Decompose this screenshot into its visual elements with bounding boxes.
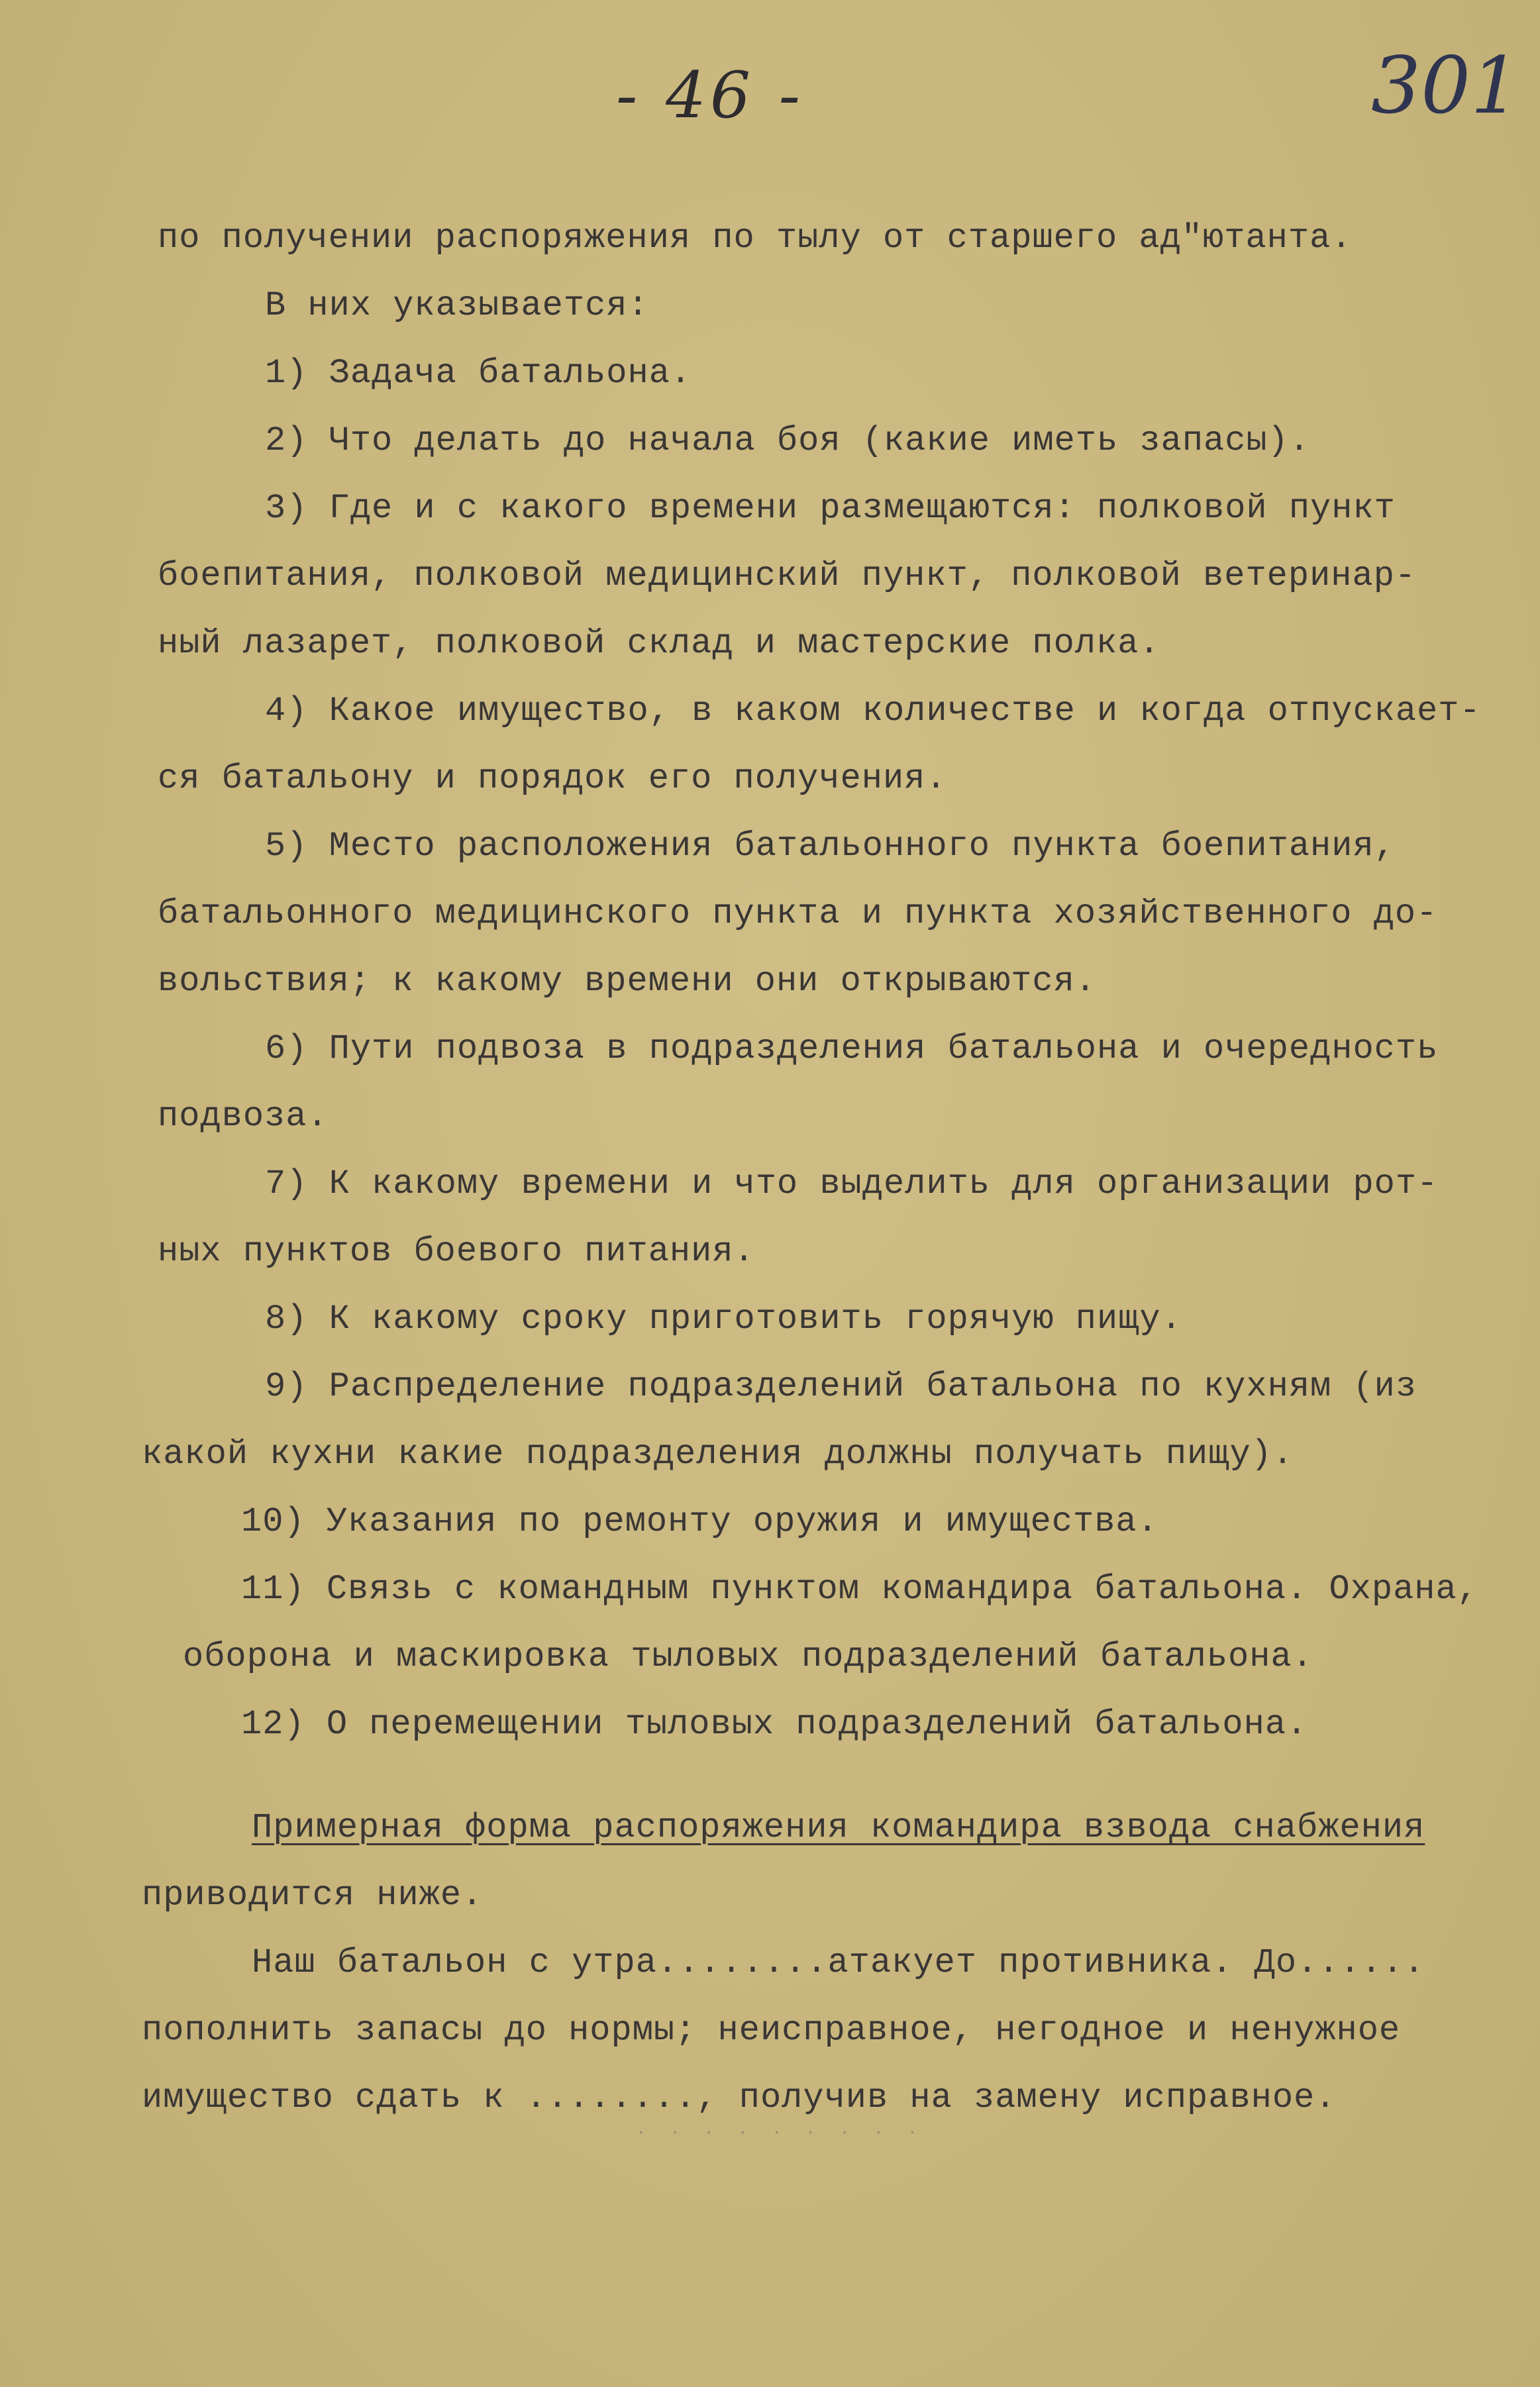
text-line: приводится ниже. xyxy=(142,1876,484,1915)
text-line: батальонного медицинского пункта и пункта хозяйственного до- xyxy=(158,894,1438,933)
text-line: вольствия; к какому времени они открываются. xyxy=(158,962,1097,1001)
list-item-5: 5) Место расположения батальонного пункта боепитания, xyxy=(265,827,1396,866)
text-line: ся батальону и порядок его получения. xyxy=(158,759,947,798)
section-heading: Примерная форма распоряжения командира взвода снабжения xyxy=(252,1808,1425,1847)
text-line: по получении распоряжения по тылу от старшего ад"ютанта. xyxy=(158,219,1353,258)
paper-smudge: · · · · · · · · · xyxy=(636,2123,925,2143)
archive-stamp-number: 301 xyxy=(1371,40,1521,131)
text-line: оборона и маскировка тыловых подразделений батальона. xyxy=(183,1637,1313,1676)
list-item-12: 12) О перемещении тыловых подразделений батальона. xyxy=(241,1705,1308,1744)
text-line: подвоза. xyxy=(158,1097,329,1136)
text-line: боепитания, полковой медицинский пункт, полковой ветеринар- xyxy=(158,556,1417,595)
list-item-4: 4) Какое имущество, в каком количестве и когда отпускает- xyxy=(265,691,1481,731)
list-item-6: 6) Пути подвоза в подразделения батальона и очередность xyxy=(265,1029,1439,1068)
list-item-10: 10) Указания по ремонту оружия и имущества. xyxy=(241,1502,1158,1541)
list-item-2: 2) Что делать до начала боя (какие иметь запасы). xyxy=(265,421,1311,460)
page-number: - 46 - xyxy=(616,58,805,132)
list-item-3: 3) Где и с какого времени размещаются: полковой пункт xyxy=(265,489,1396,528)
list-item-11: 11) Связь с командным пунктом командира батальона. Охрана, xyxy=(241,1570,1478,1609)
list-item-7: 7) К какому времени и что выделить для организации рот- xyxy=(265,1164,1439,1203)
text-line: В них указывается: xyxy=(265,286,649,325)
text-line: Наш батальон с утра........атакует противника. До...... xyxy=(252,1943,1425,1982)
text-line: ный лазарет, полковой склад и мастерские полка. xyxy=(158,624,1160,663)
text-line: имущество сдать к ........, получив на замену исправное. xyxy=(142,2078,1337,2117)
list-item-9: 9) Распределение подразделений батальона по кухням (из xyxy=(265,1367,1417,1406)
text-line: пополнить запасы до нормы; неисправное, негодное и ненужное xyxy=(142,2011,1401,2050)
text-line: какой кухни какие подразделения должны получать пищу). xyxy=(142,1435,1294,1474)
list-item-1: 1) Задача батальона. xyxy=(265,354,692,393)
list-item-8: 8) К какому сроку приготовить горячую пищу. xyxy=(265,1299,1182,1339)
text-line: ных пунктов боевого питания. xyxy=(158,1232,755,1271)
